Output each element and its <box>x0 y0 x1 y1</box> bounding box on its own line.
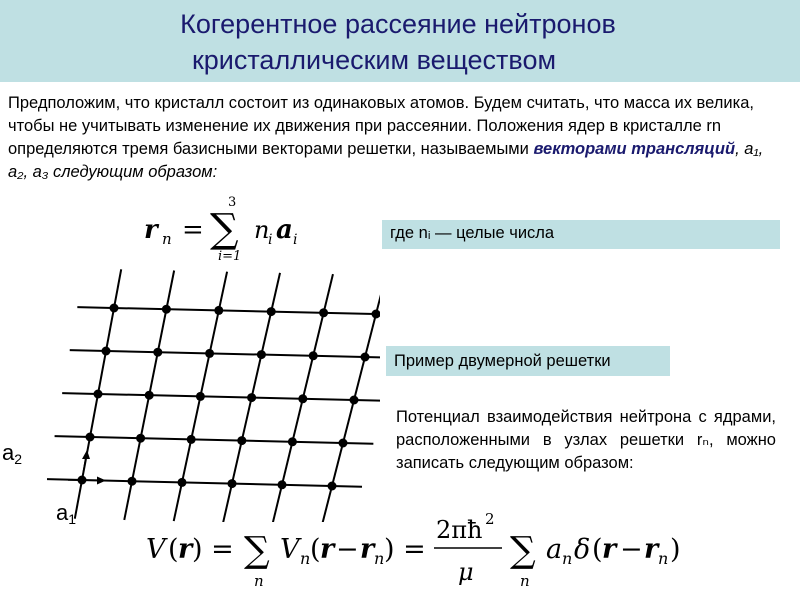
potential-paragraph: Потенциал взаимодействия нейтрона с ядрами, расположенными в узлах решетки rₙ, можно записать следующим образом: <box>396 408 776 472</box>
lattice-node <box>372 310 381 319</box>
lattice-node <box>288 437 297 446</box>
formula-rn-a-sub: i <box>293 232 298 248</box>
svg-text:(: ( <box>592 534 603 565</box>
lattice-node <box>153 348 162 357</box>
lattice-node <box>350 396 359 405</box>
title-line-1: Когерентное рассеяние нейтронов <box>180 9 616 39</box>
a2-arrowhead <box>82 450 90 459</box>
formula-rn-lhs-sub: n <box>162 230 172 248</box>
svg-text:n: n <box>254 572 264 590</box>
formula-rn-n: n <box>254 216 270 244</box>
lattice-row-line <box>62 393 380 401</box>
svg-text:) =: ) = <box>192 534 234 565</box>
svg-text:n: n <box>520 572 530 590</box>
slide-title <box>0 6 800 78</box>
svg-text:(: ( <box>168 534 179 565</box>
svg-text:r: r <box>360 534 375 565</box>
lattice-node <box>196 392 205 401</box>
svg-text:−: − <box>620 534 643 565</box>
svg-text:V: V <box>280 534 300 565</box>
lattice-row-line <box>55 436 374 444</box>
example-2d-lattice-note: Пример двумерной решетки <box>386 346 670 376</box>
translation-vectors-term: векторами трансляций <box>533 140 736 158</box>
svg-text:δ: δ <box>574 534 591 565</box>
intro-paragraph <box>8 92 778 184</box>
lattice-node <box>228 479 237 488</box>
lattice-node <box>178 478 187 487</box>
a1-arrow <box>68 480 100 481</box>
intro-text-2: , a₁, a₂, a₃ следующим образом: <box>8 140 764 181</box>
title-line-2: кристаллическим веществом <box>191 45 557 75</box>
lattice-node <box>247 393 256 402</box>
lattice-node <box>110 304 119 313</box>
formula-rn-lhs: r <box>144 215 158 245</box>
svg-text:r: r <box>644 534 659 565</box>
lattice-node <box>361 353 370 362</box>
lattice-node <box>319 308 328 317</box>
lattice-node <box>136 434 145 443</box>
svg-text:) =: ) = <box>384 534 426 565</box>
svg-text:n: n <box>374 549 385 568</box>
lattice-row-line <box>77 307 380 315</box>
lattice-node <box>257 350 266 359</box>
lattice-node <box>309 351 318 360</box>
intro-text-1: Предположим, что кристалл состоит из одинаковых атомов. Будем считать, что масса их велика, чтобы не учитывать изменение их движения при рассеянии. Положения ядер в кристалле rn определяются тремя базисными векторами решетки, называемыми <box>8 94 754 158</box>
svg-text:∑: ∑ <box>244 530 270 571</box>
lattice-row-line <box>70 350 380 358</box>
svg-text:r: r <box>178 534 193 565</box>
a2-label: $a_2$ <box>2 440 23 467</box>
svg-text:V: V <box>146 534 166 565</box>
svg-text:r: r <box>320 534 335 565</box>
lattice-node <box>298 394 307 403</box>
lattice-node <box>94 390 103 399</box>
lattice-vector-formula <box>140 192 316 262</box>
lattice-node <box>162 305 171 314</box>
lattice-node <box>86 433 95 442</box>
formula-rn-eq: = <box>182 215 204 245</box>
lattice-node <box>205 349 214 358</box>
a1-arrowhead <box>97 477 106 485</box>
svg-text:2πħ: 2πħ <box>436 516 483 544</box>
svg-text:∑: ∑ <box>510 530 536 571</box>
lattice-node <box>145 391 154 400</box>
svg-text:a: a <box>546 534 563 565</box>
lattice-node <box>214 306 223 315</box>
2d-lattice-diagram <box>0 262 380 522</box>
svg-text:n: n <box>562 549 573 568</box>
svg-text:2: 2 <box>485 510 495 528</box>
formula-rn-a: a <box>276 215 293 245</box>
lattice-node <box>339 439 348 448</box>
lattice-node <box>328 482 337 491</box>
formula-rn-n-sub: i <box>268 232 273 248</box>
lattice-node <box>187 435 196 444</box>
svg-text:r: r <box>602 534 617 565</box>
lattice-node <box>278 480 287 489</box>
potential-formula <box>140 508 730 600</box>
integers-note: где nᵢ — целые числа <box>382 220 780 249</box>
lattice-node <box>237 436 246 445</box>
a1-label: $a_1$ <box>56 500 77 527</box>
sum-symbol: ∑ <box>210 206 239 252</box>
svg-text:−: − <box>336 534 359 565</box>
svg-text:n: n <box>658 549 669 568</box>
lattice-node <box>267 307 276 316</box>
svg-text:): ) <box>670 534 681 565</box>
svg-text:(: ( <box>310 534 321 565</box>
lattice-node <box>102 347 111 356</box>
formula-rn-sum-top: 3 <box>228 195 237 210</box>
svg-text:n: n <box>300 549 311 568</box>
formula-rn-sum-bottom: i=1 <box>218 249 242 262</box>
lattice-node <box>128 477 137 486</box>
svg-text:μ: μ <box>458 558 474 586</box>
